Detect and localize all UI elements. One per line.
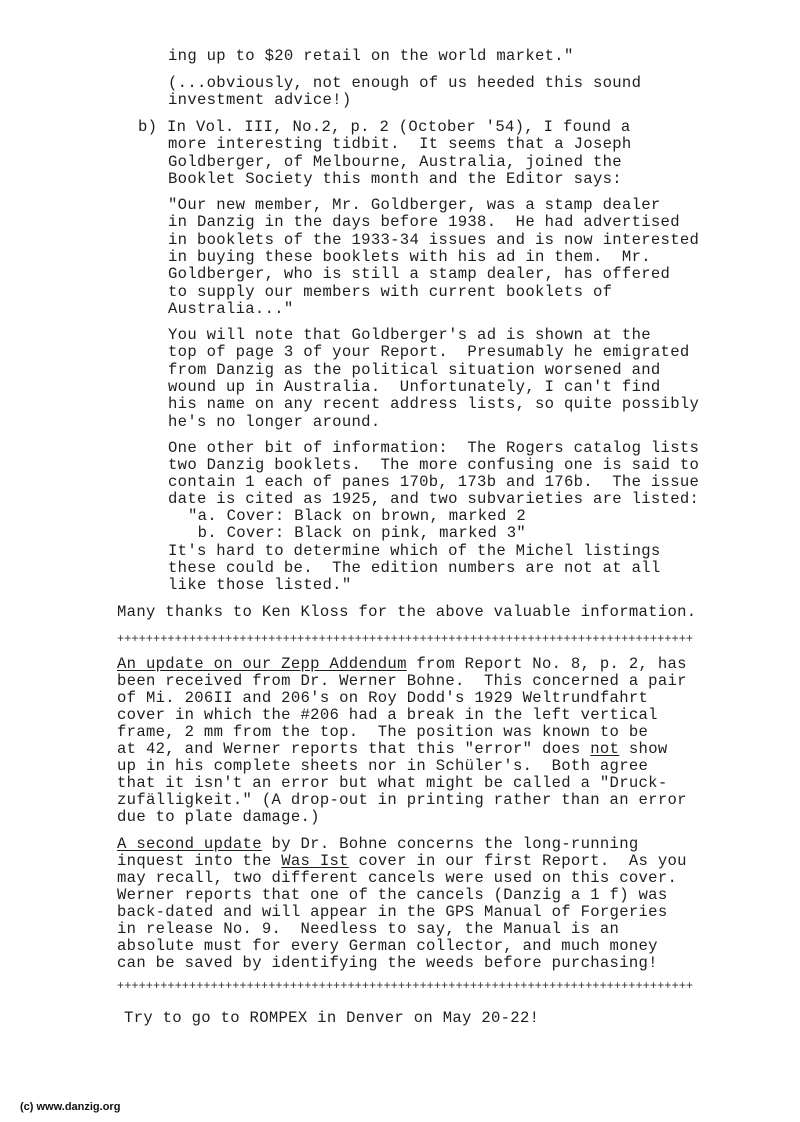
text-fragment: from Report No. 8, p. 2, has: [406, 655, 687, 673]
text-line: zufälligkeit." (A drop-out in printing rather than an error: [117, 791, 687, 809]
text-line: up in his complete sheets nor in Schüler's. Both agree: [117, 757, 649, 775]
second-update-heading: A second update: [117, 835, 262, 853]
text-line: top of page 3 of your Report. Presumably he emigrated: [168, 343, 690, 361]
text-line: "Our new member, Mr. Goldberger, was a stamp dealer: [168, 196, 661, 214]
text-line: One other bit of information: The Rogers catalog lists: [168, 439, 700, 457]
text-line: of Mi. 206II and 206's on Roy Dodd's 1929 Weltrundfahrt: [117, 689, 649, 707]
text-fragment: show: [619, 740, 668, 758]
text-line: (...obviously, not enough of us heeded this sound: [168, 74, 642, 92]
text-line: back-dated and will appear in the GPS Manual of Forgeries: [117, 903, 668, 921]
emphasis-not: not: [590, 740, 620, 758]
text-line: can be saved by identifying the weeds before purchasing!: [117, 954, 658, 972]
text-line: Booklet Society this month and the Editor says:: [168, 170, 622, 188]
text-line: investment advice!): [168, 91, 352, 109]
text-line: to supply our members with current booklets of: [168, 283, 613, 301]
was-ist-title: Was Ist: [281, 852, 349, 870]
text-line: in release No. 9. Needless to say, the Manual is an: [117, 920, 620, 938]
separator-line: ++++++++++++++++++++++++++++++++++++++++++++++++++++++++++++++++++++++++++++++++: [117, 979, 694, 993]
text-fragment: at 42, and Werner reports that this "error" does: [117, 740, 591, 758]
text-line: frame, 2 mm from the top. The position was known to be: [117, 723, 649, 741]
text-line: in buying these booklets with his ad in them. Mr.: [168, 248, 651, 266]
text-line: [117, 656, 687, 673]
text-line: he's no longer around.: [168, 413, 381, 431]
text-line: "a. Cover: Black on brown, marked 2: [188, 507, 527, 525]
text-line: due to plate damage.): [117, 808, 320, 826]
text-fragment: cover in our first Report. As you: [348, 852, 687, 870]
text-fragment: inquest into the: [117, 852, 282, 870]
text-line: wound up in Australia. Unfortunately, I can't find: [168, 378, 661, 396]
text-line: Werner reports that one of the cancels (Danzig a 1 f) was: [117, 886, 668, 904]
text-line: Try to go to ROMPEX in Denver on May 20-22!: [124, 1009, 540, 1027]
text-line: [117, 741, 668, 758]
text-line: may recall, two different cancels were used on this cover.: [117, 869, 678, 887]
text-line: Australia...": [168, 300, 294, 318]
text-line: date is cited as 1925, and two subvarieties are listed:: [168, 490, 700, 508]
text-line: Goldberger, of Melbourne, Australia, joined the: [168, 153, 622, 171]
text-line: from Danzig as the political situation worsened and: [168, 361, 661, 379]
text-line: contain 1 each of panes 170b, 173b and 176b. The issue: [168, 473, 700, 491]
text-line: like those listed.": [168, 576, 352, 594]
text-line: It's hard to determine which of the Michel listings: [168, 542, 661, 560]
text-line: in Danzig in the days before 1938. He had advertised: [168, 213, 680, 231]
text-line: [117, 853, 687, 870]
text-line: his name on any recent address lists, so quite possibly: [168, 395, 700, 413]
copyright-footer: (c) www.danzig.org: [20, 1101, 121, 1113]
text-line: that it isn't an error but what might be called a "Druck-: [117, 774, 668, 792]
text-line: these could be. The edition numbers are not at all: [168, 559, 661, 577]
text-line: b. Cover: Black on pink, marked 3": [188, 524, 527, 542]
zepp-addendum-heading: An update on our Zepp Addendum: [117, 655, 407, 673]
text-line: Goldberger, who is still a stamp dealer, has offered: [168, 265, 671, 283]
text-line: two Danzig booklets. The more confusing one is said to: [168, 456, 700, 474]
separator-line: ++++++++++++++++++++++++++++++++++++++++++++++++++++++++++++++++++++++++++++++++: [117, 632, 694, 646]
text-line: You will note that Goldberger's ad is shown at the: [168, 326, 651, 344]
text-line: ing up to $20 retail on the world market.": [168, 47, 574, 65]
text-line: more interesting tidbit. It seems that a Joseph: [168, 135, 632, 153]
text-line: been received from Dr. Werner Bohne. This concerned a pair: [117, 672, 687, 690]
text-line: b) In Vol. III, No.2, p. 2 (October '54), I found a: [138, 118, 631, 136]
text-line: [117, 836, 639, 853]
text-line: Many thanks to Ken Kloss for the above valuable information.: [117, 603, 697, 621]
text-line: absolute must for every German collector, and much money: [117, 937, 658, 955]
text-line: cover in which the #206 had a break in the left vertical: [117, 706, 658, 724]
text-line: in booklets of the 1933-34 issues and is now interested: [168, 231, 700, 249]
text-fragment: by Dr. Bohne concerns the long-running: [261, 835, 639, 853]
